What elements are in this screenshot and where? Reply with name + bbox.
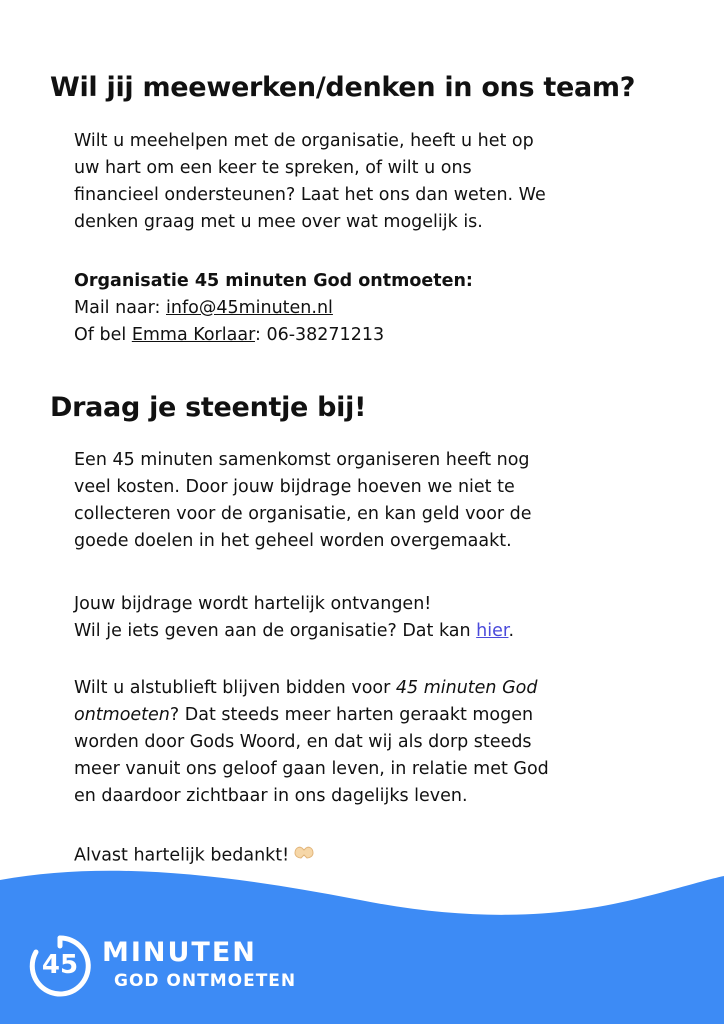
donation-line: Jouw bijdrage wordt hartelijk ontvangen! bbox=[74, 594, 432, 614]
phone-number: 06-38271213 bbox=[266, 325, 385, 345]
call-line bbox=[74, 322, 674, 349]
team-intro-paragraph bbox=[74, 128, 674, 236]
contact-block bbox=[74, 268, 674, 349]
donation-line bbox=[74, 618, 674, 645]
team-intro-line: denken graag met u mee over wat mogelijk is. bbox=[74, 212, 483, 232]
costs-paragraph bbox=[74, 447, 674, 555]
contact-title: Organisatie 45 minuten God ontmoeten: bbox=[74, 271, 473, 291]
costs-line: veel kosten. Door jouw bijdrage hoeven we niet te bbox=[74, 477, 515, 497]
mail-link[interactable]: info@45minuten.nl bbox=[166, 298, 333, 318]
costs-line: goede doelen in het geheel worden overgemaakt. bbox=[74, 531, 512, 551]
prayer-line: meer vanuit ons geloof gaan leven, in relatie met God bbox=[74, 759, 549, 779]
heading-team: Wil jij meewerken/denken in ons team? bbox=[50, 72, 636, 103]
donation-suffix: . bbox=[508, 621, 515, 641]
donation-prefix: Wil je iets geven aan de organisatie? Dat kan bbox=[74, 621, 477, 641]
call-separator: : bbox=[254, 325, 267, 345]
team-intro-line: financieel ondersteunen? Laat het ons dan weten. We bbox=[74, 185, 546, 205]
mail-line bbox=[74, 295, 674, 322]
contact-name-link[interactable]: Emma Korlaar bbox=[131, 325, 255, 345]
donation-paragraph bbox=[74, 591, 674, 645]
costs-line: Een 45 minuten samenkomst organiseren heeft nog bbox=[74, 450, 530, 470]
prayer-line bbox=[74, 702, 674, 729]
prayer-line: worden door Gods Woord, en dat wij als dorp steeds bbox=[74, 732, 532, 752]
prayer-line bbox=[74, 675, 674, 702]
closing-text: Alvast hartelijk bedankt! bbox=[74, 845, 290, 866]
prayer-rest: ? Dat steeds meer harten geraakt mogen bbox=[169, 705, 534, 725]
logo-subtitle: GOD ONTMOETEN bbox=[114, 971, 297, 991]
costs-line: collecteren voor de organisatie, en kan geld voor de bbox=[74, 504, 532, 524]
prayer-italic-name: 45 minuten God bbox=[395, 678, 538, 698]
prayer-paragraph bbox=[74, 675, 674, 810]
team-intro-line: Wilt u meehelpen met de organisatie, heeft u het op bbox=[74, 131, 534, 151]
footer-logo bbox=[26, 930, 296, 1002]
team-intro-line: uw hart om een keer te spreken, of wilt u ons bbox=[74, 158, 472, 178]
prayer-italic-name-end: ontmoeten bbox=[74, 705, 170, 725]
logo-title: MINUTEN bbox=[102, 937, 257, 968]
prayer-line: en daardoor zichtbaar in ons dagelijks leven. bbox=[74, 786, 468, 806]
donation-link[interactable]: hier bbox=[476, 621, 509, 641]
prayer-prefix: Wilt u alstublieft blijven bidden voor bbox=[74, 678, 396, 698]
call-prefix: Of bel bbox=[74, 325, 132, 345]
heading-steentje: Draag je steentje bij! bbox=[50, 392, 367, 423]
logo-number: 45 bbox=[41, 950, 79, 980]
mail-prefix: Mail naar: bbox=[74, 298, 166, 318]
